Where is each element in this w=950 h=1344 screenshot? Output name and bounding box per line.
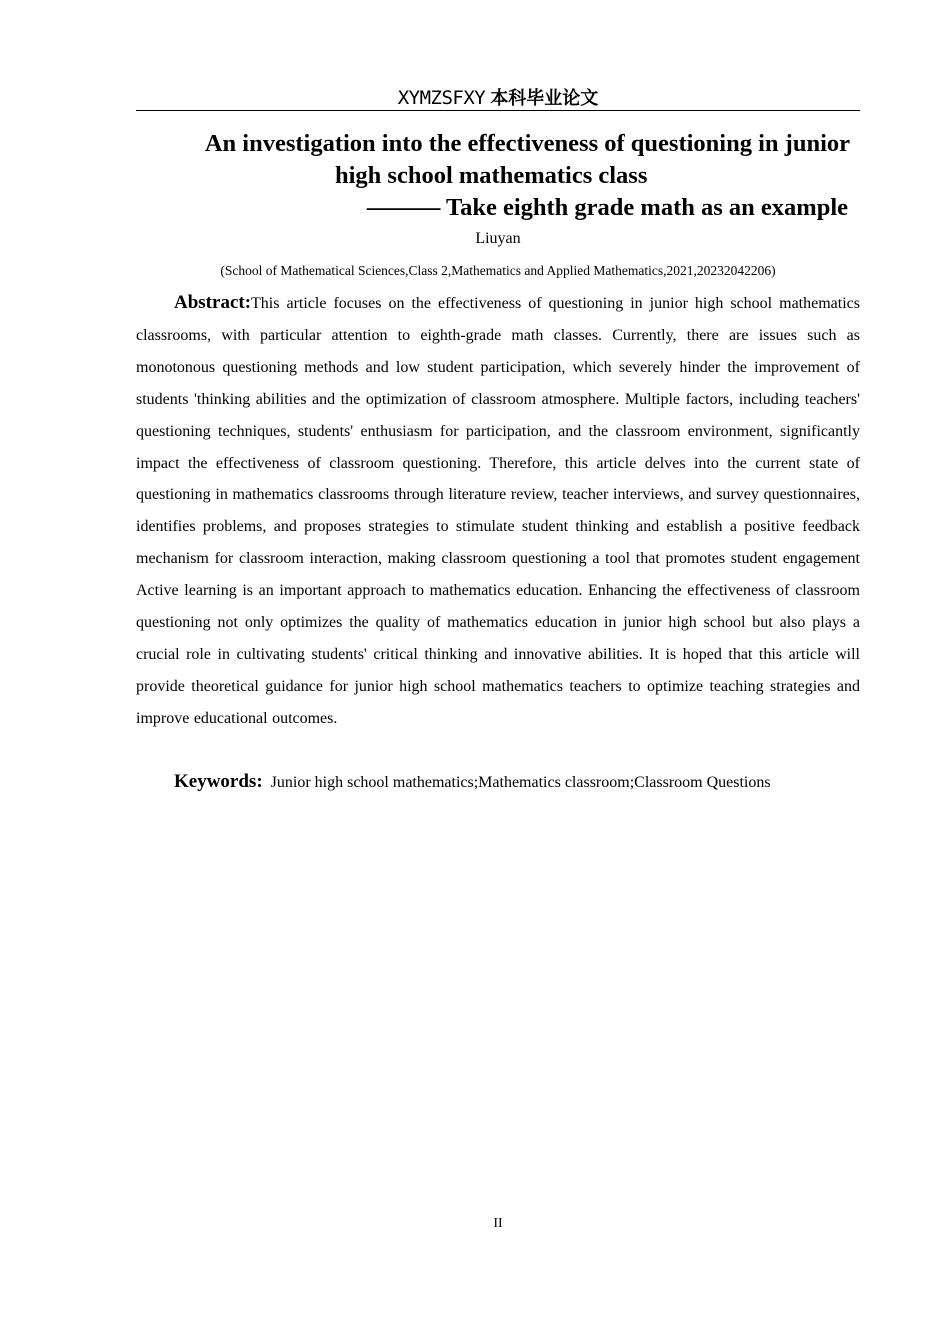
abstract-section bbox=[136, 287, 860, 735]
paper-title bbox=[136, 128, 860, 224]
page-header bbox=[136, 86, 860, 111]
paper-subtitle: ——— Take eighth grade math as an example bbox=[366, 194, 848, 221]
page-number: II bbox=[493, 1216, 503, 1231]
title-line-1: An investigation into the effectiveness of questioning in junior bbox=[204, 130, 850, 157]
abstract-label: Abstract: bbox=[174, 292, 252, 313]
keywords-label: Keywords: bbox=[174, 771, 263, 792]
abstract-text: This article focuses on the effectiveness of questioning in junior high school mathematics classrooms, with particular attention to eighth-grade math classes. Currently, there are issues such as monotonous questioning methods and low student participation, which severely hinder the improvement of students 'thinking abilities and the optimization of classroom atmosphere. Multiple factors, including teachers' questioning techniques, students' enthusiasm for participation, and the classroom environment, significantly impact the effectiveness of classroom questioning. Therefore, this article delves into the current state of questioning in mathematics classrooms through literature review, teacher interviews, and survey questionnaires, identifies problems, and proposes strategies to stimulate student thinking and establish a positive feedback mechanism for classroom interaction, making classroom questioning a tool that promotes student engagement Active learning is an important approach to mathematics education. Enhancing the effectiveness of classroom questioning not only optimizes the quality of mathematics education in junior high school but also plays a crucial role in cultivating students' critical thinking and innovative abilities. It is hoped that this article will provide theoretical guidance for junior high school mathematics teachers to optimize teaching strategies and improve educational outcomes. bbox=[136, 295, 860, 727]
header-thesis-type: 本科毕业论文 bbox=[490, 88, 599, 109]
author-affiliation: (School of Mathematical Sciences,Class 2,Mathematics and Applied Mathematics,2021,20232042206) bbox=[220, 263, 776, 278]
keywords-section bbox=[136, 766, 860, 799]
author-name: Liuyan bbox=[475, 230, 521, 247]
keywords-text: Junior high school mathematics;Mathematics classroom;Classroom Questions bbox=[270, 774, 771, 791]
header-code: XYMZSFXY bbox=[397, 87, 486, 109]
title-line-2: high school mathematics class bbox=[335, 162, 648, 189]
